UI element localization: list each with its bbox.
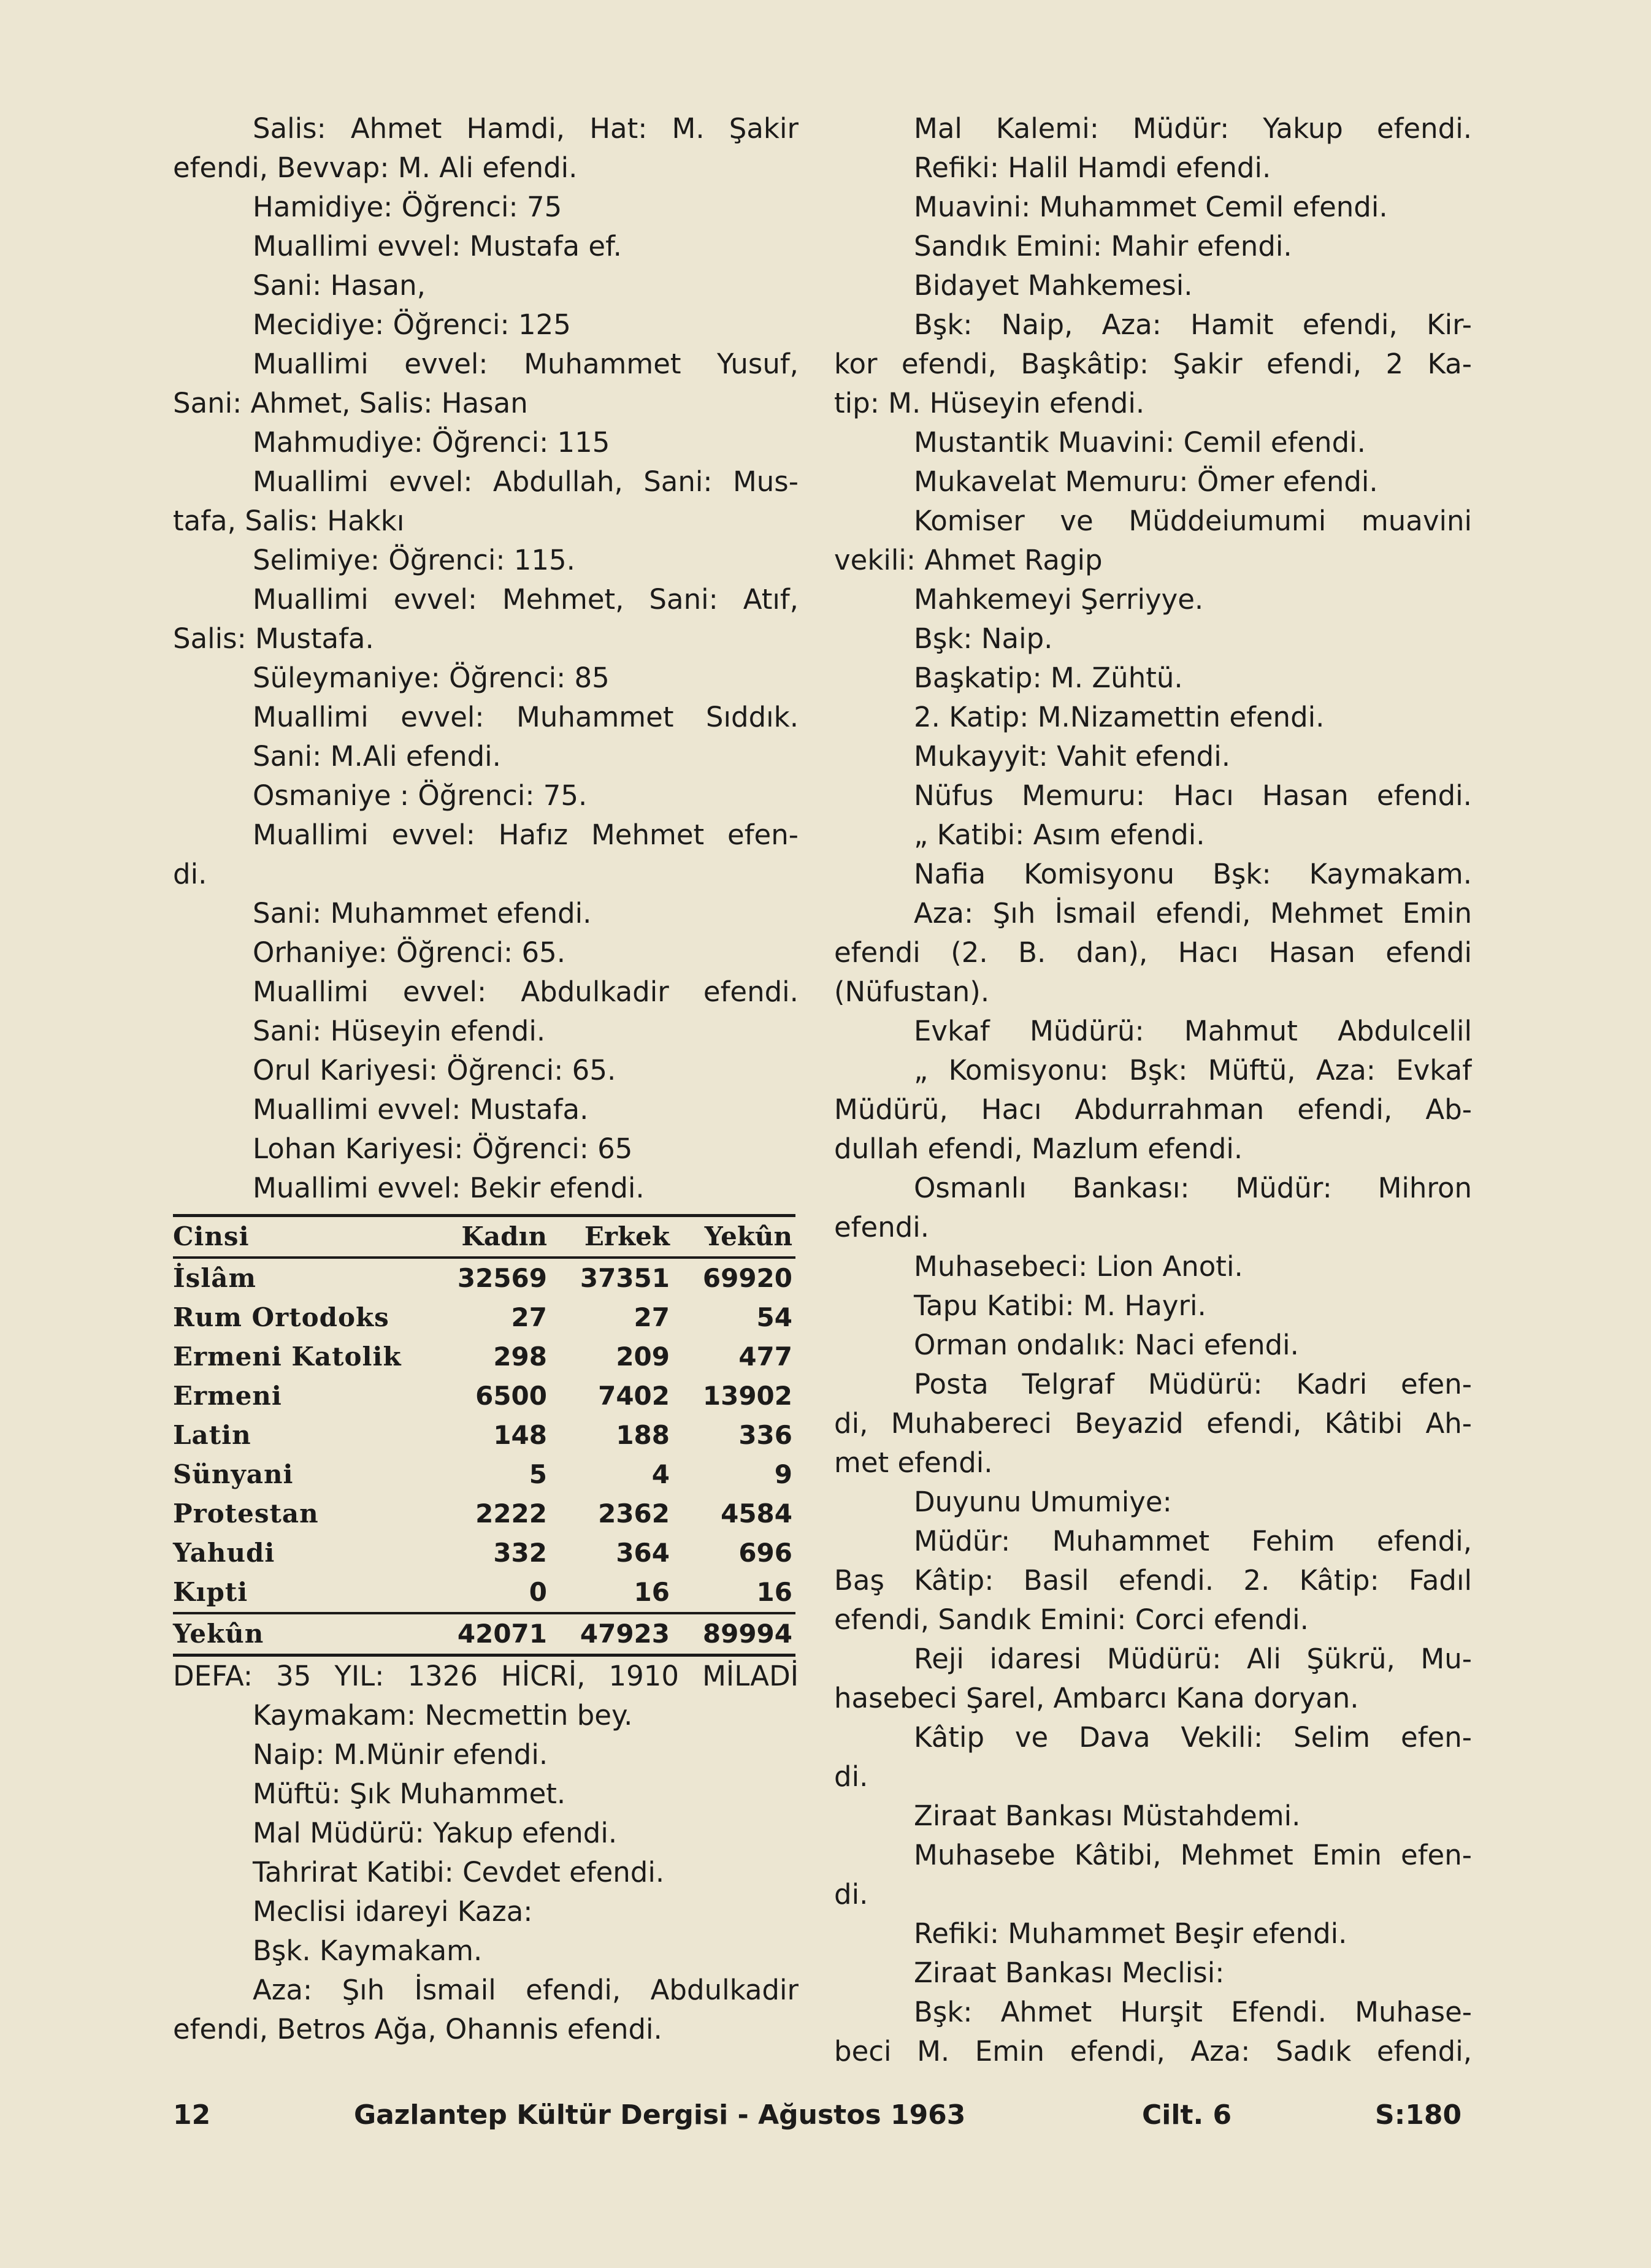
text-line: Muallimi evvel: Abdulkadir efendi. bbox=[253, 976, 799, 1008]
table-cell: 6500 bbox=[475, 1381, 547, 1411]
text-line: Süleymaniye: Öğrenci: 85 bbox=[253, 662, 610, 694]
table-cell: 13902 bbox=[702, 1381, 792, 1411]
table-total-row bbox=[173, 1612, 795, 1657]
table-cell: 27 bbox=[511, 1302, 547, 1332]
text-line: Kaymakam: Necmettin bey. bbox=[253, 1699, 633, 1732]
table-cell: Ermeni bbox=[173, 1381, 282, 1411]
text-line: hasebeci Şarel, Ambarcı Kana doryan. bbox=[834, 1682, 1359, 1714]
table-row bbox=[173, 1533, 795, 1573]
table-cell: 0 bbox=[529, 1577, 547, 1607]
table-cell: 27 bbox=[634, 1302, 670, 1332]
text-line: Komiser ve Müddeiumumi muavini bbox=[914, 505, 1472, 537]
table-cell: 188 bbox=[616, 1420, 670, 1450]
text-line: di, Muhabereci Beyazid efendi, Kâtibi Ah- bbox=[834, 1407, 1472, 1440]
text-line: Sani: M.Ali efendi. bbox=[253, 740, 501, 773]
text-line: Orhaniye: Öğrenci: 65. bbox=[253, 936, 566, 969]
text-line: Muallimi evvel: Mustafa ef. bbox=[253, 230, 622, 262]
text-line: Muavini: Muhammet Cemil efendi. bbox=[914, 191, 1388, 223]
text-line: Müdürü, Hacı Abdurrahman efendi, Ab- bbox=[834, 1093, 1472, 1126]
volume-label: Cilt. 6 bbox=[1142, 2099, 1232, 2131]
page-number: 12 bbox=[173, 2099, 211, 2131]
table-cell: 9 bbox=[774, 1459, 792, 1489]
table-row bbox=[173, 1298, 795, 1337]
text-line: efendi (2. B. dan), Hacı Hasan efendi bbox=[834, 936, 1472, 969]
text-line: Aza: Şıh İsmail efendi, Mehmet Emin bbox=[914, 897, 1472, 930]
text-line: Muhasebe Kâtibi, Mehmet Emin efen- bbox=[914, 1839, 1472, 1871]
text-line: Bşk: Ahmet Hurşit Efendi. Muhase- bbox=[914, 1996, 1472, 2028]
left-column-text-bottom bbox=[173, 1657, 799, 2049]
table-header-row bbox=[173, 1217, 795, 1259]
text-line: dullah efendi, Mazlum efendi. bbox=[834, 1132, 1243, 1165]
text-line: DEFA: 35 YIL: 1326 HİCRİ, 1910 MİLADİ bbox=[173, 1660, 799, 1692]
table-row bbox=[173, 1573, 795, 1612]
text-line: Selimiye: Öğrenci: 115. bbox=[253, 544, 575, 576]
text-line: Mustantik Muavini: Cemil efendi. bbox=[914, 426, 1366, 459]
table-body bbox=[173, 1259, 795, 1612]
text-line: Osmaniye : Öğrenci: 75. bbox=[253, 779, 588, 812]
text-line: Nafia Komisyonu Bşk: Kaymakam. bbox=[914, 858, 1472, 890]
text-line: Muallimi evvel: Muhammet Yusuf, bbox=[253, 348, 799, 380]
text-line: Mecidiye: Öğrenci: 125 bbox=[253, 308, 571, 341]
text-line: Orman ondalık: Naci efendi. bbox=[914, 1329, 1299, 1361]
text-line: efendi, Sandık Emini: Corci efendi. bbox=[834, 1603, 1309, 1636]
text-line: tafa, Salis: Hakkı bbox=[173, 505, 405, 537]
text-line: Müdür: Muhammet Fehim efendi, bbox=[914, 1525, 1472, 1557]
text-line: efendi, Bevvap: M. Ali efendi. bbox=[173, 151, 578, 184]
table-cell: 148 bbox=[493, 1420, 547, 1450]
table-cell: Protestan bbox=[173, 1499, 319, 1529]
text-line: Mal Müdürü: Yakup efendi. bbox=[253, 1817, 618, 1849]
text-line: Mukavelat Memuru: Ömer efendi. bbox=[914, 465, 1378, 498]
text-line: Ziraat Bankası Meclisi: bbox=[914, 1957, 1225, 1989]
text-line: Baş Kâtip: Basil efendi. 2. Kâtip: Fadıl bbox=[834, 1564, 1472, 1597]
table-row bbox=[173, 1416, 795, 1455]
text-line: Lohan Kariyesi: Öğrenci: 65 bbox=[253, 1132, 633, 1165]
text-line: Duyunu Umumiye: bbox=[914, 1486, 1172, 1518]
table-row bbox=[173, 1376, 795, 1416]
text-line: Tapu Katibi: M. Hayri. bbox=[914, 1289, 1206, 1322]
text-line: 2. Katip: M.Nizamettin efendi. bbox=[914, 701, 1325, 733]
table-cell: 364 bbox=[616, 1538, 670, 1568]
table-cell: 4584 bbox=[721, 1499, 792, 1529]
text-line: Evkaf Müdürü: Mahmut Abdulcelil bbox=[914, 1015, 1472, 1047]
table-cell: Latin bbox=[173, 1420, 251, 1450]
text-line: Sandık Emini: Mahir efendi. bbox=[914, 230, 1292, 262]
table-row bbox=[173, 1455, 795, 1494]
text-line: Kâtip ve Dava Vekili: Selim efen- bbox=[914, 1721, 1472, 1754]
table-cell: 16 bbox=[634, 1577, 670, 1607]
text-line: vekili: Ahmet Ragip bbox=[834, 544, 1103, 576]
table-row bbox=[173, 1259, 795, 1298]
text-line: Ziraat Bankası Müstahdemi. bbox=[914, 1800, 1301, 1832]
text-line: Mukayyit: Vahit efendi. bbox=[914, 740, 1231, 773]
text-line: Müftü: Şık Muhammet. bbox=[253, 1777, 566, 1810]
issue-label: S:180 bbox=[1375, 2099, 1462, 2131]
table-cell: 16 bbox=[756, 1577, 792, 1607]
table-cell: 2222 bbox=[475, 1499, 547, 1529]
text-line: Refiki: Muhammet Beşir efendi. bbox=[914, 1917, 1347, 1950]
table-header-cell: Yekûn bbox=[704, 1221, 792, 1251]
text-line: (Nüfustan). bbox=[834, 976, 990, 1008]
text-line: Bşk: Naip, Aza: Hamit efendi, Kir- bbox=[914, 308, 1472, 341]
left-column bbox=[173, 109, 799, 2049]
text-line: di. bbox=[834, 1878, 868, 1911]
text-line: Muallimi evvel: Mehmet, Sani: Atıf, bbox=[253, 583, 799, 616]
table-cell: Yahudi bbox=[173, 1538, 275, 1568]
text-line: Muallimi evvel: Hafız Mehmet efen- bbox=[253, 819, 799, 851]
text-line: Muallimi evvel: Abdullah, Sani: Mus- bbox=[253, 465, 799, 498]
text-line: Mahmudiye: Öğrenci: 115 bbox=[253, 426, 610, 459]
text-line: Muallimi evvel: Bekir efendi. bbox=[253, 1172, 645, 1204]
page-footer bbox=[173, 2099, 1467, 2142]
table-cell: 2362 bbox=[598, 1499, 670, 1529]
table-cell: Sünyani bbox=[173, 1459, 294, 1489]
text-line: Osmanlı Bankası: Müdür: Mihron bbox=[914, 1172, 1472, 1204]
text-line: Muallimi evvel: Muhammet Sıddık. bbox=[253, 701, 799, 733]
table-cell: 69920 bbox=[702, 1263, 792, 1293]
table-cell: 37351 bbox=[580, 1263, 670, 1293]
table-cell: Rum Ortodoks bbox=[173, 1302, 389, 1332]
table-cell: 5 bbox=[529, 1459, 547, 1489]
text-line: Sani: Hasan, bbox=[253, 269, 426, 302]
table-header-cell: Cinsi bbox=[173, 1221, 250, 1251]
right-column-text bbox=[834, 109, 1472, 2071]
text-line: Sani: Muhammet efendi. bbox=[253, 897, 592, 930]
text-line: Mal Kalemi: Müdür: Yakup efendi. bbox=[914, 112, 1472, 145]
text-line: Meclisi idareyi Kaza: bbox=[253, 1895, 533, 1928]
text-line: Nüfus Memuru: Hacı Hasan efendi. bbox=[914, 779, 1472, 812]
text-line: Orul Kariyesi: Öğrenci: 65. bbox=[253, 1054, 616, 1086]
table-cell: 332 bbox=[493, 1538, 547, 1568]
table-header-cell: Erkek bbox=[584, 1221, 670, 1251]
text-line: Salis: Mustafa. bbox=[173, 622, 374, 655]
text-line: Sani: Hüseyin efendi. bbox=[253, 1015, 546, 1047]
text-line: efendi, Betros Ağa, Ohannis efendi. bbox=[173, 2013, 662, 2045]
text-line: di. bbox=[834, 1760, 868, 1793]
table-total-cell: 89994 bbox=[702, 1619, 792, 1649]
population-table bbox=[173, 1214, 795, 1657]
table-cell: 336 bbox=[738, 1420, 792, 1450]
text-line: „ Katibi: Asım efendi. bbox=[914, 819, 1205, 851]
text-line: Aza: Şıh İsmail efendi, Abdulkadir bbox=[253, 1974, 799, 2006]
text-line: Posta Telgraf Müdürü: Kadri efen- bbox=[914, 1368, 1472, 1400]
table-row bbox=[173, 1337, 795, 1376]
left-column-text-top bbox=[173, 109, 799, 1208]
table-cell: 4 bbox=[651, 1459, 670, 1489]
text-line: Hamidiye: Öğrenci: 75 bbox=[253, 191, 562, 223]
table-cell: Kıpti bbox=[173, 1577, 248, 1607]
text-line: Naip: M.Münir efendi. bbox=[253, 1738, 548, 1771]
text-line: efendi. bbox=[834, 1211, 930, 1243]
table-cell: 298 bbox=[493, 1342, 547, 1372]
text-line: Refiki: Halil Hamdi efendi. bbox=[914, 151, 1271, 184]
text-line: Muallimi evvel: Mustafa. bbox=[253, 1093, 589, 1126]
journal-title: Gazlantep Kültür Dergisi - Ağustos 1963 bbox=[354, 2099, 966, 2131]
table-cell: 696 bbox=[738, 1538, 792, 1568]
table-cell: 209 bbox=[616, 1342, 670, 1372]
text-line: Bidayet Mahkemesi. bbox=[914, 269, 1193, 302]
table-total-cell: 47923 bbox=[580, 1619, 670, 1649]
text-line: „ Komisyonu: Bşk: Müftü, Aza: Evkaf bbox=[914, 1054, 1472, 1086]
text-line: di. bbox=[173, 858, 207, 890]
table-cell: 477 bbox=[738, 1342, 792, 1372]
table-cell: İslâm bbox=[173, 1263, 256, 1293]
text-line: Bşk. Kaymakam. bbox=[253, 1934, 483, 1967]
table-header-cell: Kadın bbox=[461, 1221, 547, 1251]
table-row bbox=[173, 1494, 795, 1533]
text-line: Sani: Ahmet, Salis: Hasan bbox=[173, 387, 528, 419]
text-line: Salis: Ahmet Hamdi, Hat: M. Şakir bbox=[253, 112, 799, 145]
table-cell: 32569 bbox=[457, 1263, 547, 1293]
table-cell: Ermeni Katolik bbox=[173, 1342, 402, 1372]
text-line: kor efendi, Başkâtip: Şakir efendi, 2 Ka- bbox=[834, 348, 1472, 380]
text-line: Bşk: Naip. bbox=[914, 622, 1053, 655]
table-cell: 54 bbox=[756, 1302, 792, 1332]
text-line: Tahrirat Katibi: Cevdet efendi. bbox=[253, 1856, 665, 1888]
table-total-cell: 42071 bbox=[457, 1619, 547, 1649]
text-line: beci M. Emin efendi, Aza: Sadık efendi, bbox=[834, 2035, 1472, 2068]
text-line: Reji idaresi Müdürü: Ali Şükrü, Mu- bbox=[914, 1643, 1472, 1675]
table-cell: 7402 bbox=[598, 1381, 670, 1411]
table-total-cell: Yekûn bbox=[173, 1619, 264, 1649]
text-line: Mahkemeyi Şerriyye. bbox=[914, 583, 1204, 616]
right-column bbox=[834, 109, 1472, 2071]
text-line: Başkatip: M. Zühtü. bbox=[914, 662, 1183, 694]
text-line: tip: M. Hüseyin efendi. bbox=[834, 387, 1145, 419]
text-line: Muhasebeci: Lion Anoti. bbox=[914, 1250, 1243, 1283]
text-line: met efendi. bbox=[834, 1446, 993, 1479]
